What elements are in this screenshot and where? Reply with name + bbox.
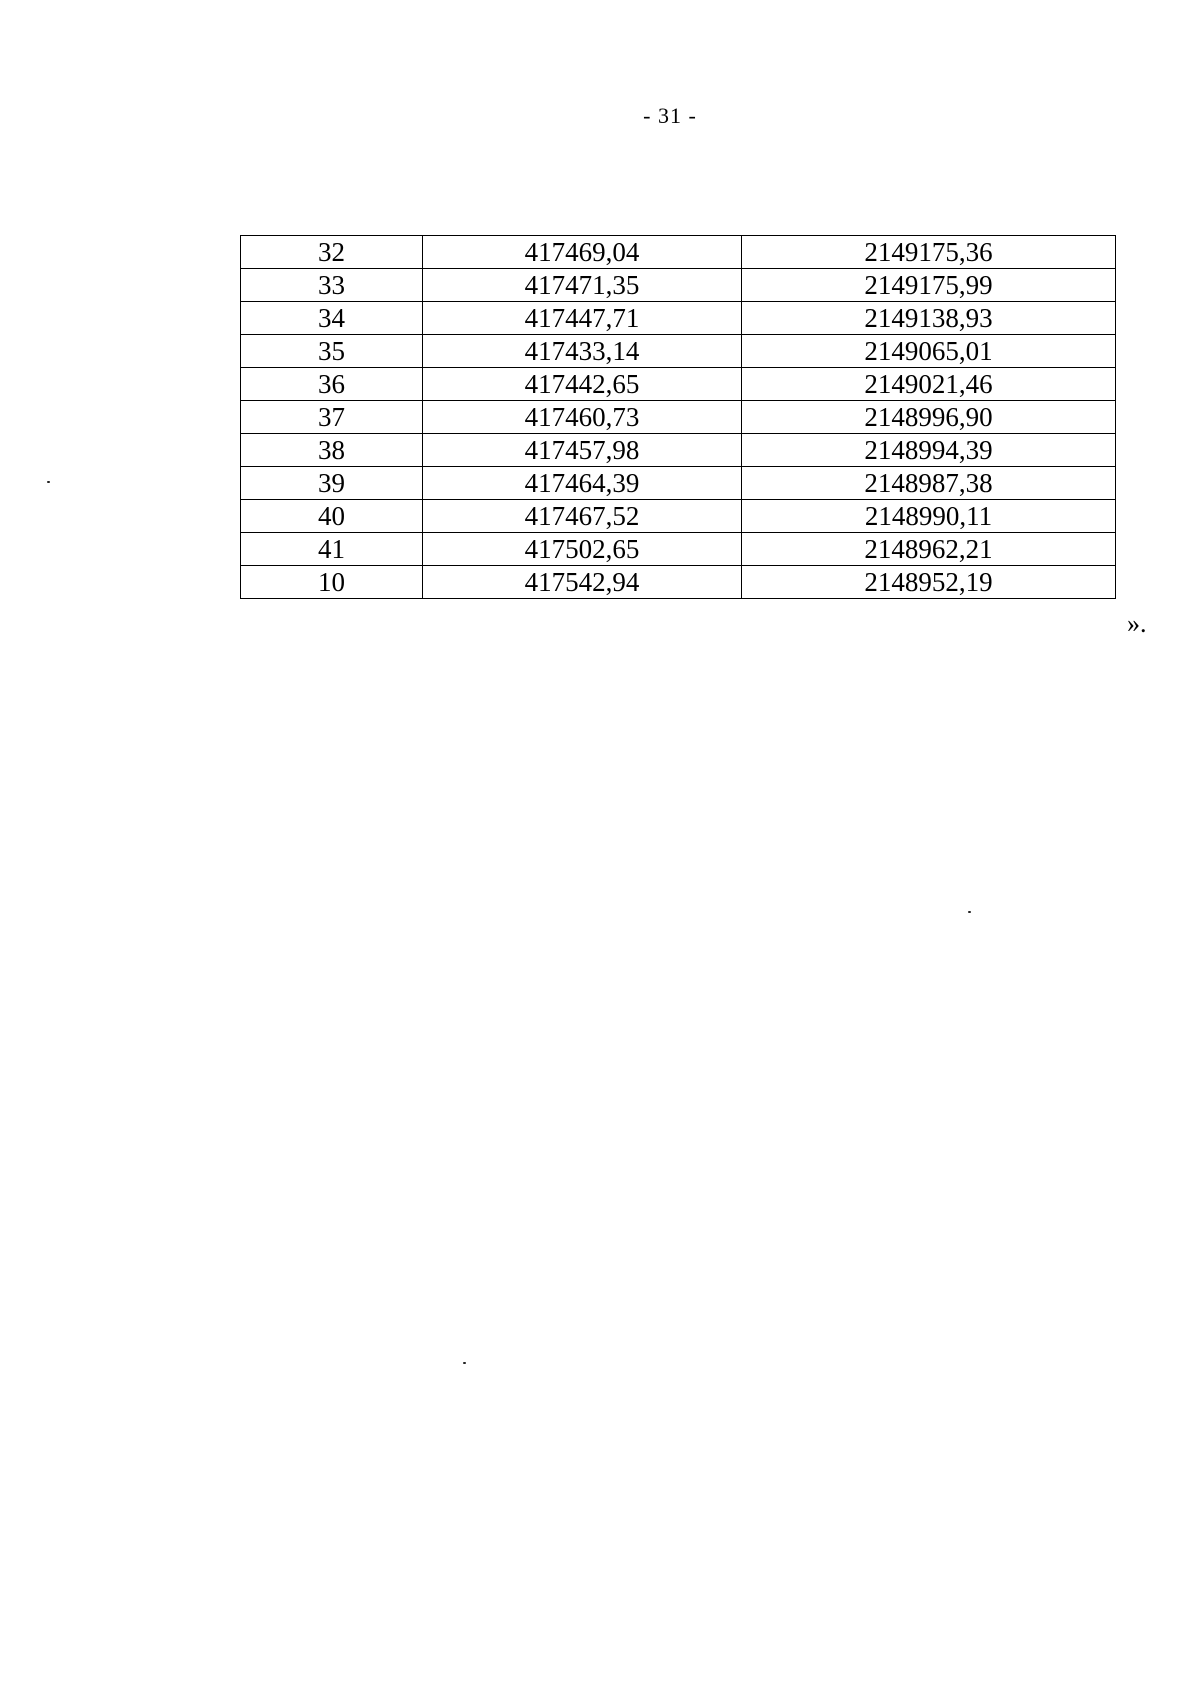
closing-quote-mark: ». — [1127, 609, 1147, 638]
table-row — [241, 236, 1116, 269]
y-coordinate-cell: 2148990,11 — [742, 500, 1116, 533]
coordinates-table — [240, 235, 1116, 599]
point-number-cell: 38 — [241, 434, 423, 467]
table-row — [241, 500, 1116, 533]
table-row — [241, 434, 1116, 467]
table-row — [241, 368, 1116, 401]
y-coordinate-cell: 2149138,93 — [742, 302, 1116, 335]
y-coordinate-cell: 2148994,39 — [742, 434, 1116, 467]
y-coordinate-cell: 2148987,38 — [742, 467, 1116, 500]
point-number-cell: 36 — [241, 368, 423, 401]
point-number-cell: 10 — [241, 566, 423, 599]
x-coordinate-cell: 417502,65 — [423, 533, 742, 566]
x-coordinate-cell: 417464,39 — [423, 467, 742, 500]
scan-speck — [968, 911, 971, 913]
point-number-cell: 40 — [241, 500, 423, 533]
coordinates-table-body — [241, 236, 1116, 599]
x-coordinate-cell: 417460,73 — [423, 401, 742, 434]
x-coordinate-cell: 417433,14 — [423, 335, 742, 368]
table-row — [241, 401, 1116, 434]
point-number-cell: 41 — [241, 533, 423, 566]
point-number-cell: 37 — [241, 401, 423, 434]
y-coordinate-cell: 2148962,21 — [742, 533, 1116, 566]
table-row — [241, 302, 1116, 335]
scan-speck — [47, 481, 50, 483]
table-row — [241, 335, 1116, 368]
x-coordinate-cell: 417457,98 — [423, 434, 742, 467]
x-coordinate-cell: 417542,94 — [423, 566, 742, 599]
y-coordinate-cell: 2148952,19 — [742, 566, 1116, 599]
x-coordinate-cell: 417447,71 — [423, 302, 742, 335]
table-row — [241, 467, 1116, 500]
y-coordinate-cell: 2149175,99 — [742, 269, 1116, 302]
y-coordinate-cell: 2149175,36 — [742, 236, 1116, 269]
point-number-cell: 32 — [241, 236, 423, 269]
point-number-cell: 33 — [241, 269, 423, 302]
x-coordinate-cell: 417442,65 — [423, 368, 742, 401]
point-number-cell: 34 — [241, 302, 423, 335]
x-coordinate-cell: 417471,35 — [423, 269, 742, 302]
point-number-cell: 35 — [241, 335, 423, 368]
table-row — [241, 566, 1116, 599]
point-number-cell: 39 — [241, 467, 423, 500]
table-row — [241, 269, 1116, 302]
y-coordinate-cell: 2148996,90 — [742, 401, 1116, 434]
table-row — [241, 533, 1116, 566]
page-number: - 31 - — [643, 103, 697, 128]
scan-speck — [463, 1362, 466, 1364]
x-coordinate-cell: 417467,52 — [423, 500, 742, 533]
x-coordinate-cell: 417469,04 — [423, 236, 742, 269]
y-coordinate-cell: 2149021,46 — [742, 368, 1116, 401]
y-coordinate-cell: 2149065,01 — [742, 335, 1116, 368]
